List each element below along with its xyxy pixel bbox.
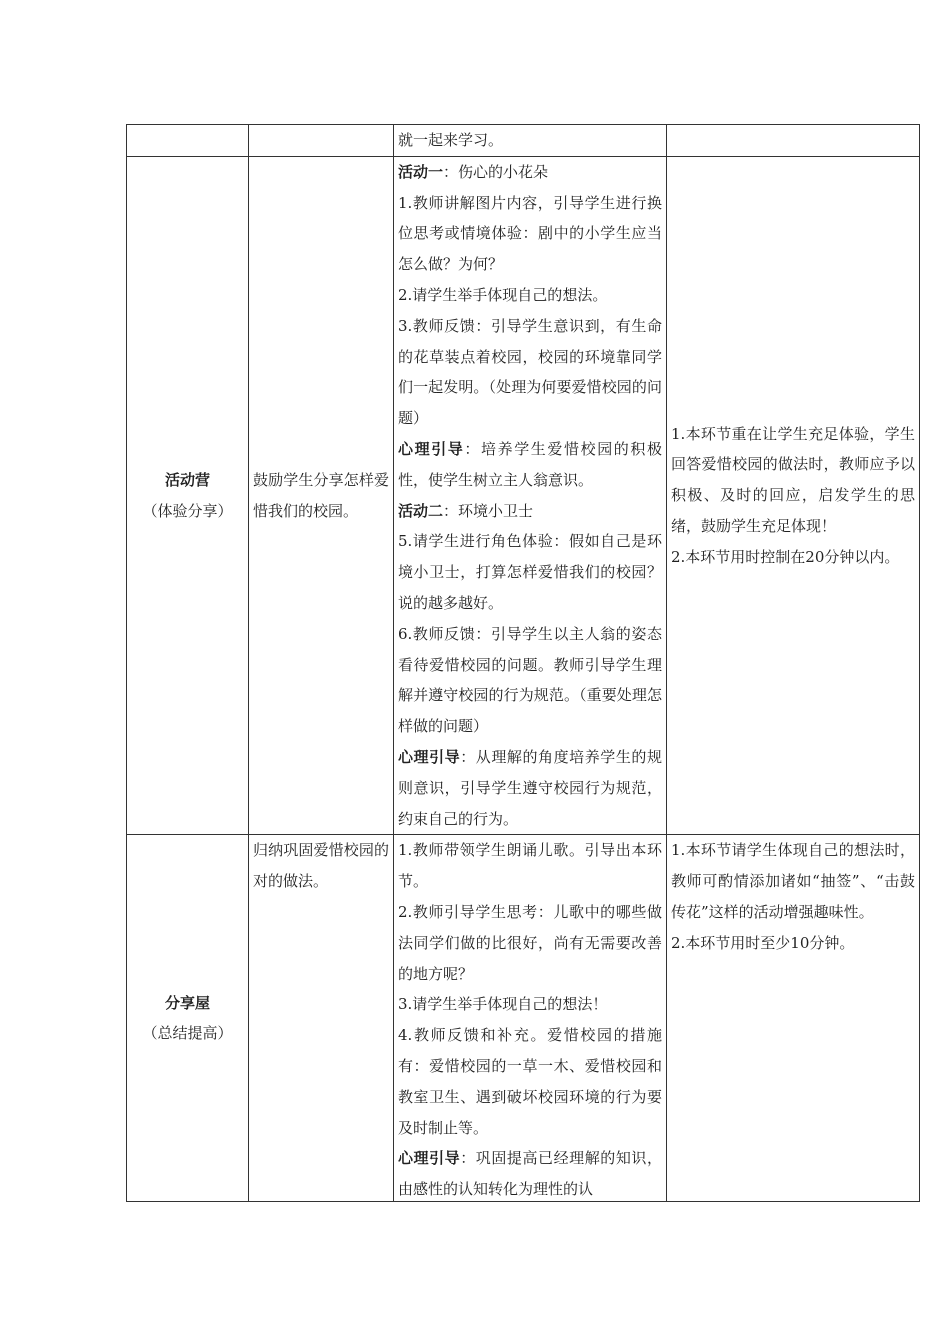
content-text: 就一起来学习。 [398,131,504,149]
lesson-plan-table [126,124,920,1202]
stage-cell [127,156,249,835]
goal-cell [249,156,394,835]
table-row [127,156,920,835]
content-cell [394,125,667,157]
content-paragraph [398,619,662,742]
table-row [127,835,920,1202]
goal-cell [249,125,394,157]
content-paragraph [398,897,662,989]
content-paragraph [398,989,662,1020]
content-paragraph [398,835,662,897]
paragraph-text: ：巩固提高已经理解的知识，由感性的认知转化为理性的认 [398,1149,662,1199]
content-cell [394,156,667,835]
note-paragraph: 1.本环节请学生体现自己的想法时，教师可酌情添加诸如“抽签”、“击鼓传花”这样的活动增强趣味性。 [671,841,915,921]
paragraph-text: 1.教师讲解图片内容，引导学生进行换位思考或情境体验：剧中的小学生应当怎么做？为何？ [398,193,662,274]
content-list [398,157,662,835]
notes-cell [667,156,920,835]
notes-list [671,419,915,573]
notes-cell [667,835,920,1202]
content-paragraph [398,157,662,188]
content-paragraph [398,526,662,618]
content-paragraph [398,496,662,527]
paragraph-text: ：从理解的角度培养学生的规则意识，引导学生遵守校园行为规范，约束自己的行为。 [398,747,662,828]
goal-text: 归纳巩固爱惜校园的对的做法。 [253,841,389,891]
bold-label: 心理引导 [398,747,461,766]
paragraph-text: 1.教师带领学生朗诵儿歌。引导出本环节。 [398,841,662,891]
paragraph-text: 3.请学生举手体现自己的想法！ [398,995,608,1014]
note-paragraph: 1.本环节重在让学生充足体验，学生回答爱惜校园的做法时，教师应予以积极、及时的回应，启发学生的思绪，鼓励学生充足体现！ [671,424,915,535]
notes-cell [667,125,920,157]
stage-title: 活动营 [164,470,210,489]
stage-subtitle: （体验分享） [142,501,233,520]
goal-cell [249,835,394,1202]
notes-list [671,835,915,958]
paragraph-text: ：伤心的小花朵 [443,162,549,181]
stage-subtitle: （总结提高） [142,1024,233,1043]
paragraph-text: 2.教师引导学生思考：儿歌中的哪些做法同学们做的比很好，尚有无需要改善的地方呢？ [398,902,662,983]
stage-title: 分享屋 [164,993,210,1012]
content-paragraph [398,1020,662,1143]
content-paragraph [398,280,662,311]
paragraph-text: 5.请学生进行角色体验：假如自己是环境小卫士，打算怎样爱惜我们的校园？说的越多越好。 [398,532,662,612]
stage-cell [127,125,249,157]
bold-label: 心理引导 [398,1149,461,1168]
content-paragraph [398,434,662,496]
goal-text: 鼓励学生分享怎样爱惜我们的校园。 [253,470,389,520]
paragraph-text: 4.教师反馈和补充。爱惜校园的措施有：爱惜校园的一草一木、爱惜校园和教室卫生、遇到破坏校园环境的行为要及时制止等。 [398,1026,662,1137]
bold-label: 活动一 [398,162,444,181]
note-paragraph: 2.本环节用时至少10分钟。 [671,933,855,952]
bold-label: 活动二 [398,501,444,520]
content-paragraph [398,742,662,834]
content-paragraph [398,188,662,280]
table-row [127,125,920,157]
paragraph-text: ：培养学生爱惜校园的积极性，使学生树立主人翁意识。 [398,439,662,489]
content-cell [394,835,667,1202]
content-paragraph [398,311,662,434]
paragraph-text: ：环境小卫士 [443,501,534,520]
paragraph-text: 3.教师反馈：引导学生意识到，有生命的花草装点着校园，校园的环境靠同学们一起发明。（处理为何要爱惜校园的问题） [398,316,662,428]
bold-label: 心理引导 [398,439,465,458]
content-paragraph [398,1143,662,1201]
paragraph-text: 2.请学生举手体现自己的想法。 [398,285,608,304]
stage-cell [127,835,249,1202]
note-paragraph: 2.本环节用时控制在20分钟以内。 [671,547,900,566]
paragraph-text: 6.教师反馈：引导学生以主人翁的姿态看待爱惜校园的问题。教师引导学生理解并遵守校园的行为规范。（重要处理怎样做的问题） [398,624,662,736]
content-list [398,835,662,1201]
